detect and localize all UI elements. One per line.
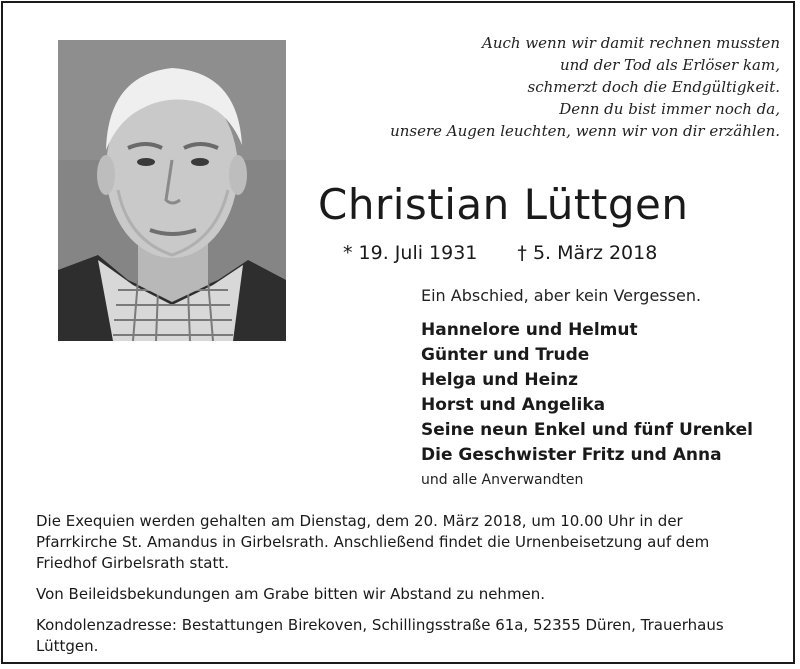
portrait-photo xyxy=(58,40,286,341)
mourner-entry: Günter und Trude xyxy=(421,345,590,365)
portrait-illustration xyxy=(58,40,286,341)
verse-line: und der Tod als Erlöser kam, xyxy=(559,56,780,74)
death-date: † 5. März 2018 xyxy=(517,242,658,264)
verse-line: schmerzt doch die Endgültigkeit. xyxy=(527,78,780,96)
birth-date: * 19. Juli 1931 xyxy=(343,242,478,264)
exequien-text: Die Exequien werden gehalten am Dienstag, dem 20. März 2018, um 10.00 Uhr in der Pfarrkirche St. Amandus in Girbelsrath. Anschließend findet die Urnenbeisetzung auf dem Friedhof Girbelsrath statt. xyxy=(36,512,710,572)
mourner-entry: Helga und Heinz xyxy=(421,370,579,390)
mourners-list xyxy=(421,318,753,468)
condolence-address: Kondolenzadresse: Bestattungen Birekoven, Schillingsstraße 61a, 52355 Düren, Trauerhaus Lüttgen. xyxy=(36,616,724,655)
condolence-note: Von Beileidsbekundungen am Grabe bitten wir Abstand zu nehmen. xyxy=(36,585,546,603)
verse-line: Denn du bist immer noch da, xyxy=(559,100,780,118)
verse-line: Auch wenn wir damit rechnen mussten xyxy=(482,34,780,52)
life-dates xyxy=(343,242,657,264)
mourner-entry: Horst und Angelika xyxy=(421,395,606,415)
motto: Ein Abschied, aber kein Vergessen. xyxy=(421,286,702,305)
mourner-entry: Hannelore und Helmut xyxy=(421,320,638,340)
other-relatives: und alle Anverwandten xyxy=(421,472,584,488)
deceased-name: Christian Lüttgen xyxy=(318,180,689,229)
mourner-entry: Seine neun Enkel und fünf Urenkel xyxy=(421,420,753,440)
funeral-details xyxy=(36,511,766,667)
verse xyxy=(300,32,780,142)
mourner-entry: Die Geschwister Fritz und Anna xyxy=(421,445,722,465)
verse-line: unsere Augen leuchten, wenn wir von dir erzählen. xyxy=(390,122,780,140)
